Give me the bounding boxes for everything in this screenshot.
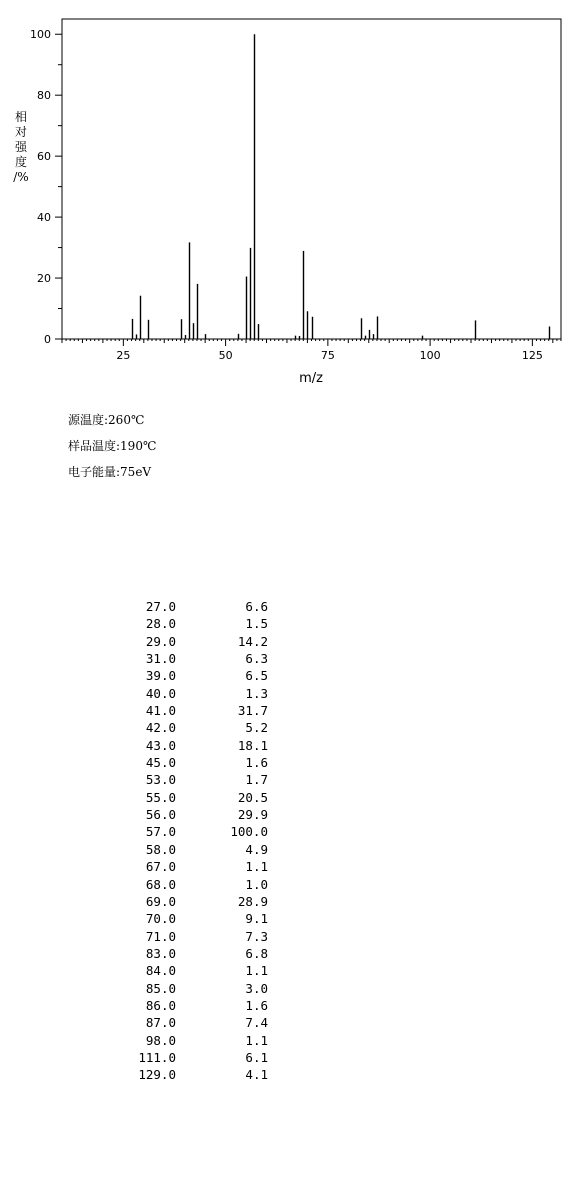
- mz-value: 67.0: [145, 859, 176, 875]
- mass-spectrum-chart: [0, 0, 570, 400]
- abundance-value: 1.6: [245, 997, 268, 1013]
- abundance-value: 1.1: [245, 859, 268, 875]
- sample-temperature: 样品温度:190℃: [68, 439, 157, 453]
- mz-value: 58.0: [145, 841, 176, 857]
- abundance-value: 5.2: [245, 720, 268, 736]
- abundance-value: 1.5: [245, 616, 268, 632]
- mz-value: 39.0: [145, 668, 176, 684]
- table-row: [100, 841, 268, 858]
- mz-value: 84.0: [145, 963, 176, 979]
- mz-value: 55.0: [145, 789, 176, 805]
- abundance-value: 4.1: [245, 1067, 268, 1083]
- table-row: [100, 1014, 268, 1031]
- y-tick-label: 0: [44, 333, 51, 346]
- table-row: [100, 858, 268, 875]
- mz-value: 53.0: [145, 772, 176, 788]
- table-row: [100, 719, 268, 736]
- mz-value: 28.0: [145, 616, 176, 632]
- abundance-value: 3.0: [245, 980, 268, 996]
- abundance-value: 6.3: [245, 651, 268, 667]
- abundance-value: 1.6: [245, 755, 268, 771]
- abundance-value: 4.9: [245, 841, 268, 857]
- abundance-value: 28.9: [237, 893, 268, 909]
- mz-value: 98.0: [145, 1032, 176, 1048]
- x-axis-label: m/z: [299, 371, 323, 386]
- x-tick-label: 25: [116, 349, 131, 362]
- abundance-value: 6.8: [245, 945, 268, 961]
- abundance-value: 1.1: [245, 963, 268, 979]
- y-tick-label: 20: [37, 272, 51, 286]
- table-row: [100, 893, 268, 910]
- mz-value: 68.0: [145, 876, 176, 892]
- y-tick-label: 40: [37, 211, 51, 225]
- abundance-value: 100.0: [230, 824, 268, 840]
- mz-value: 69.0: [145, 893, 176, 909]
- mz-value: 70.0: [145, 911, 176, 927]
- table-row: [100, 737, 268, 754]
- mz-value: 27.0: [145, 599, 176, 614]
- electron-energy: 电子能量:75eV: [68, 465, 152, 479]
- plot-frame: [62, 19, 561, 339]
- abundance-value: 1.0: [245, 876, 268, 892]
- table-row: [100, 650, 268, 667]
- y-axis-label: [13, 109, 28, 184]
- abundance-value: 6.1: [245, 1049, 268, 1065]
- mz-value: 42.0: [145, 720, 176, 736]
- x-axis: [62, 339, 561, 362]
- table-row: [100, 771, 268, 788]
- table-row: [100, 980, 268, 997]
- y-axis: [30, 28, 62, 346]
- y-tick-label: 60: [37, 150, 51, 164]
- table-row: [100, 789, 268, 806]
- mz-value: 57.0: [145, 824, 176, 840]
- abundance-value: 9.1: [245, 911, 268, 927]
- y-tick-label: 80: [37, 89, 51, 103]
- table-row: [100, 1066, 268, 1083]
- mz-value: 129.0: [138, 1067, 176, 1083]
- abundance-value: 31.7: [237, 703, 268, 719]
- table-row: [100, 997, 268, 1014]
- table-row: [100, 615, 268, 632]
- abundance-value: 1.1: [245, 1032, 268, 1048]
- abundance-value: 18.1: [237, 737, 268, 753]
- y-axis-label-char: 强: [14, 140, 28, 154]
- abundance-value: 6.5: [245, 668, 268, 684]
- table-row: [100, 685, 268, 702]
- y-axis-label-char: /%: [13, 170, 29, 184]
- table-row: [100, 667, 268, 684]
- abundance-value: 7.3: [245, 928, 268, 944]
- mz-value: 83.0: [145, 945, 176, 961]
- table-row: [100, 806, 268, 823]
- spectrum-peaks: [133, 34, 550, 339]
- source-temperature: 源温度:260℃: [68, 413, 145, 427]
- table-row: [100, 823, 268, 840]
- x-tick-label: 50: [218, 349, 233, 362]
- abundance-value: 20.5: [237, 789, 268, 805]
- mz-value: 111.0: [138, 1049, 176, 1065]
- abundance-value: 1.3: [245, 685, 268, 701]
- abundance-value: 1.7: [245, 772, 268, 788]
- table-row: [100, 702, 268, 719]
- y-axis-label-char: 相: [14, 110, 28, 124]
- table-row: [100, 598, 268, 615]
- table-row: [100, 754, 268, 771]
- y-axis-label-char: 对: [14, 125, 28, 139]
- mz-value: 29.0: [145, 633, 176, 649]
- mz-value: 45.0: [145, 755, 176, 771]
- table-row: [100, 1032, 268, 1049]
- table-row: [100, 962, 268, 979]
- mz-value: 56.0: [145, 807, 176, 823]
- table-row: [100, 1049, 268, 1066]
- mz-value: 87.0: [145, 1015, 176, 1031]
- x-tick-label: 100: [419, 349, 441, 362]
- table-row: [100, 910, 268, 927]
- mz-value: 41.0: [145, 703, 176, 719]
- peak-table: [100, 598, 268, 1084]
- y-tick-label: 100: [30, 28, 51, 42]
- table-row: [100, 928, 268, 945]
- abundance-value: 14.2: [237, 633, 268, 649]
- x-tick-label: 125: [521, 349, 543, 362]
- table-row: [100, 945, 268, 962]
- mz-value: 85.0: [145, 980, 176, 996]
- mz-value: 71.0: [145, 928, 176, 944]
- abundance-value: 29.9: [237, 807, 268, 823]
- abundance-value: 6.6: [245, 599, 268, 614]
- abundance-value: 7.4: [245, 1015, 268, 1031]
- table-row: [100, 633, 268, 650]
- mz-value: 31.0: [145, 651, 176, 667]
- x-tick-label: 75: [320, 349, 335, 362]
- table-row: [100, 876, 268, 893]
- mz-value: 40.0: [145, 685, 176, 701]
- mz-value: 43.0: [145, 737, 176, 753]
- mz-value: 86.0: [145, 997, 176, 1013]
- y-axis-label-char: 度: [14, 155, 28, 169]
